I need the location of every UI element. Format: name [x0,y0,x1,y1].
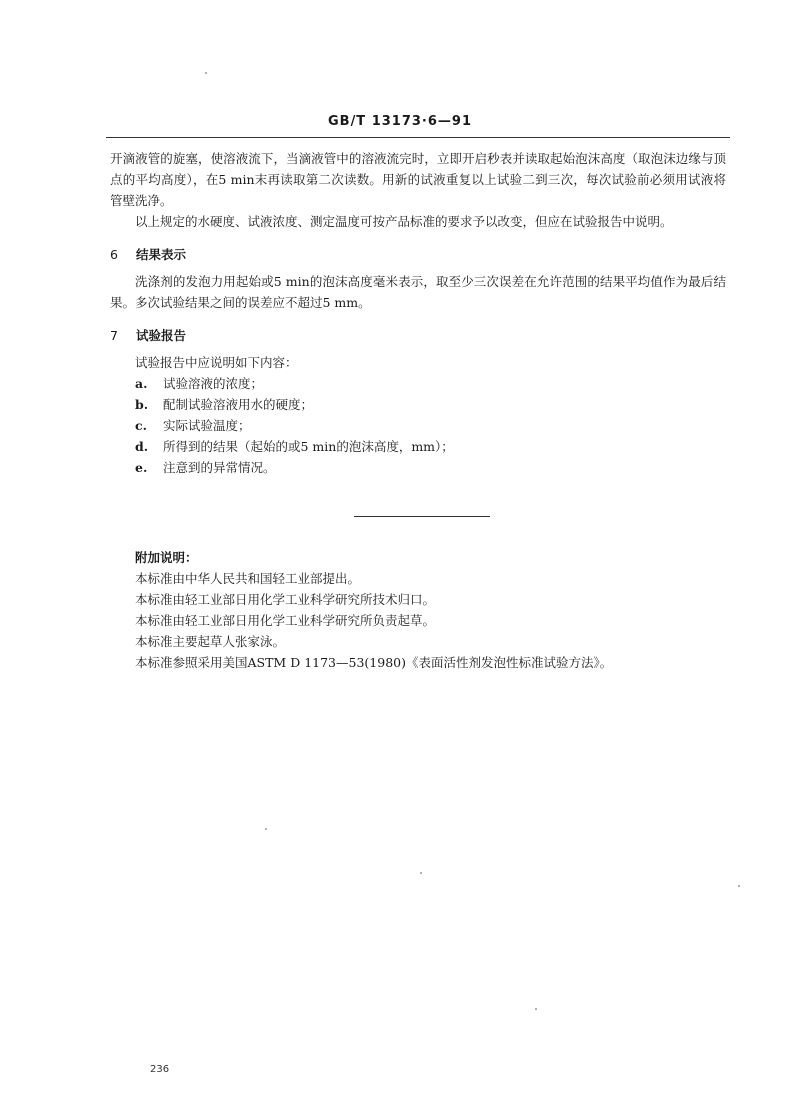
list-item-text: 配制试验溶液用水的硬度； [163,397,314,412]
appendix-line: 本标准由中华人民共和国轻工业部提出。 [135,571,361,586]
section-7-heading [110,325,726,346]
scan-speck [205,72,207,74]
list-item-letter: b. [135,397,149,412]
list-item [110,436,726,457]
list-item-letter: c. [135,418,147,433]
appendix-line: 本标准由轻工业部日用化学工业科学研究所技术归口。 [135,592,436,607]
section-7-title: 试验报告 [135,328,186,343]
list-item [110,373,726,394]
list-item-letter: e. [135,460,148,475]
section-6-number: 6 [110,247,118,262]
scan-speck [738,885,740,887]
header-rule [106,137,730,138]
list-item-text: 试验溶液的浓度； [163,376,264,391]
list-item-text: 实际试验温度； [163,418,251,433]
list-item-text: 所得到的结果（起始的或5 min的泡沫高度，mm）； [163,439,454,454]
list-item-text: 注意到的异常情况。 [163,460,276,475]
list-item-letter: d. [135,439,149,454]
appendix-line: 本标准由轻工业部日用化学工业科学研究所负责起草。 [135,613,436,628]
list-item [110,415,726,436]
scan-speck [420,872,422,874]
section-7-number: 7 [110,328,118,343]
appendix-title: 附加说明： [135,550,198,565]
scan-speck [535,1008,537,1010]
list-item-letter: a. [135,376,148,391]
list-item [110,394,726,415]
report-items-list [110,373,726,478]
body-paragraph-1: 开滴液管的旋塞，使溶液流下，当滴液管中的溶液流完时，立即开启秒表并读取起始泡沫高度（取泡沫边缘与顶点的平均高度），在5 min末再读取第二次读数。用新的试液重复以上试验二到三次，每次试验前必须用试液将管壁洗净。 [110,151,726,208]
section-divider [354,516,490,517]
section-7-intro: 试验报告中应说明如下内容： [135,355,298,370]
appendix-line: 本标准主要起草人张家泳。 [135,634,286,649]
page-number: 236 [150,1064,170,1075]
section-6-heading [110,244,726,265]
appendix-line: 本标准参照采用美国ASTM D 1173—53(1980)《表面活性剂发泡性标准试验方法》。 [135,655,613,670]
scan-speck [265,828,267,830]
list-item [110,457,726,478]
standard-number-header: GB/T 13173·6—91 [327,114,473,129]
appendix-notes [135,547,735,673]
main-content [110,148,726,478]
section-6-text: 洗涤剂的发泡力用起始或5 min的泡沫高度毫米表示，取至少三次误差在允许范围的结果平均值作为最后结果。多次试验结果之间的误差应不超过5 mm。 [110,274,726,310]
body-paragraph-2: 以上规定的水硬度、试液浓度、测定温度可按产品标准的要求予以改变，但应在试验报告中说明。 [135,214,673,229]
section-6-title: 结果表示 [135,247,186,262]
